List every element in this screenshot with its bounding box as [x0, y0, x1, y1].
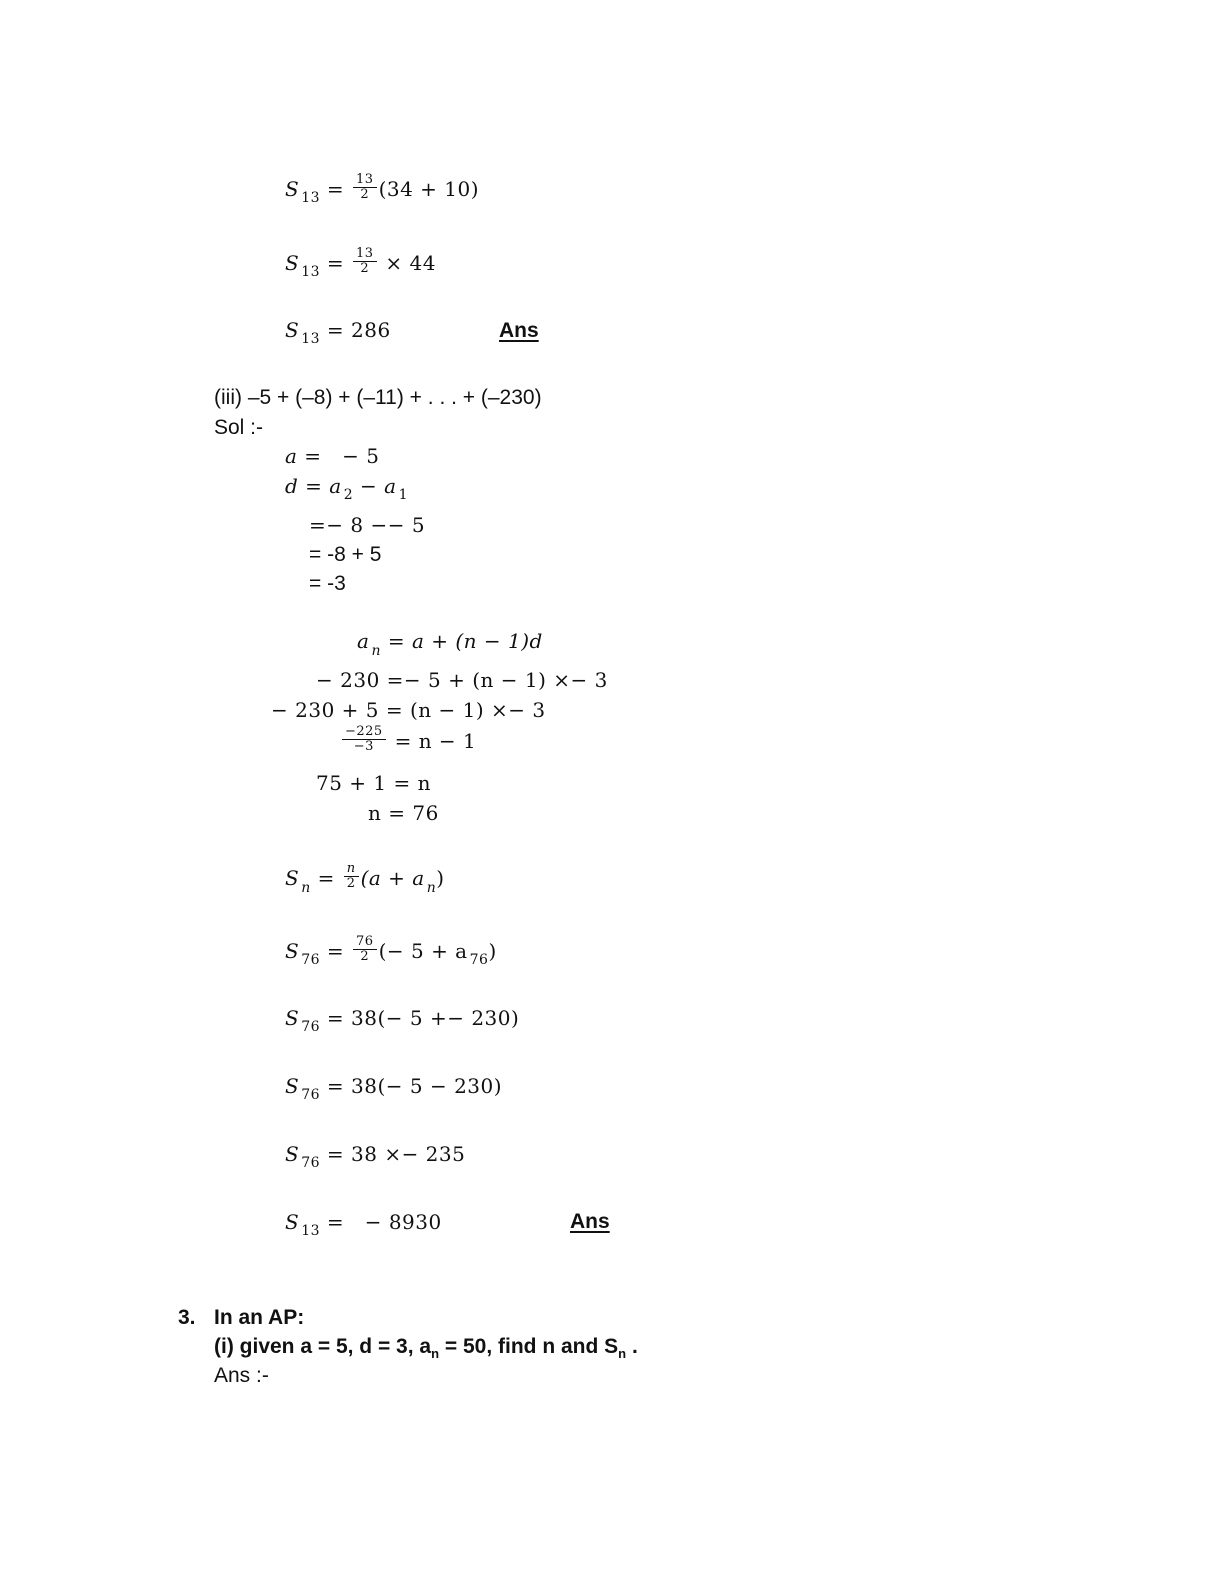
question-title: In an AP: [214, 1306, 305, 1329]
equals: = [326, 318, 345, 342]
sol-label: Sol :- [214, 416, 264, 439]
s76-line-3: S $_{76}$ = 38(− 5 − 230) [285, 1074, 503, 1103]
n-line-1: 75 + 1 = n [316, 771, 431, 795]
expression: × 44 [385, 251, 436, 275]
s76-line-4: S $_{76}$ = 38 ×− 235 [285, 1142, 466, 1171]
expression: 286 [351, 318, 391, 342]
fraction: $\frac{-225}{-3}$ [342, 725, 386, 754]
substitution-line-1: − 230 =− 5 + (n − 1) ×− 3 [316, 668, 608, 692]
d-step-1: =− 8 −− 5 [309, 513, 426, 537]
symbol-s: S [285, 177, 300, 201]
substitution-line-2: − 230 + 5 = (n − 1) ×− 3 [271, 698, 546, 722]
expression: (34 + 10) [378, 177, 480, 201]
d-step-3: = -3 [309, 572, 346, 595]
answer-label: Ans [570, 1210, 610, 1233]
d-step-2: = -8 + 5 [309, 543, 382, 566]
d-formula-line: d = a $_2$ − a $_1$ [285, 474, 408, 503]
a-value-line: a = − 5 [285, 444, 380, 468]
s76-line-1: S $_{76}$ = $\frac{76}{2}$ (− 5 + a $_{76}$) [285, 934, 497, 968]
symbol-s: S [285, 318, 300, 342]
subscript: 13 [301, 264, 321, 280]
ans-label: Ans :- [214, 1364, 269, 1387]
n-line-2: n = 76 [368, 801, 439, 825]
fraction: $\frac{76}{2}$ [353, 935, 377, 964]
answer-label: Ans [499, 319, 539, 342]
an-formula: a $_n$ = a + (n − 1)d [357, 629, 543, 659]
final-answer-line: S $_{13}$ = − 8930 [285, 1210, 442, 1239]
question-iii: (iii) –5 + (–8) + (–11) + . . . + (–230) [214, 386, 542, 409]
sn-formula: S $_n$ = $\frac{n}{2}$ (a + a $_n$) [285, 861, 445, 896]
question-part-i: (i) given a = 5, d = 3, $a_n = 50$, find n and $S_n$ . [214, 1335, 638, 1361]
s13-line-3 [285, 318, 391, 347]
subscript: 13 [301, 331, 321, 347]
s76-line-2: S $_{76}$ = 38(− 5 +− 230) [285, 1006, 520, 1035]
equals: = [326, 177, 345, 201]
s13-line-2 [285, 246, 436, 280]
fraction: $\frac{n}{2}$ [344, 862, 359, 891]
fraction: $\frac{13}{2}$ [353, 247, 377, 276]
fraction-line: $\frac{-225}{-3}$ = n − 1 [340, 728, 476, 757]
question-number: 3. [178, 1306, 196, 1329]
subscript: 13 [301, 190, 321, 206]
s13-line-1 [285, 172, 480, 206]
symbol-s: S [285, 251, 300, 275]
fraction: $\frac{13}{2}$ [353, 173, 377, 202]
equals: = [326, 251, 345, 275]
